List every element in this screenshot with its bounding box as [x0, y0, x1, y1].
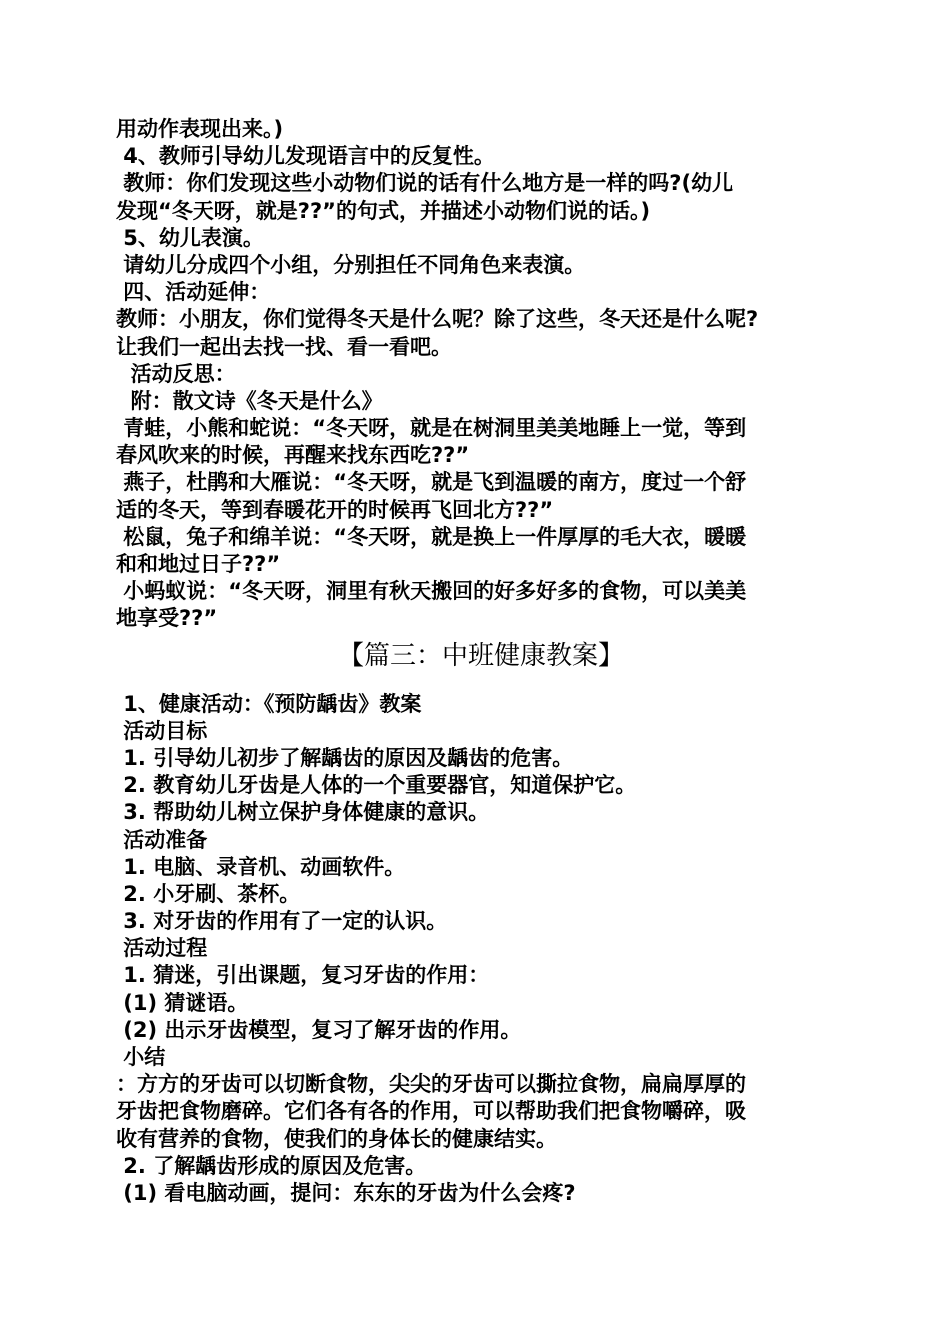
text-line: 请幼儿分成四个小组，分别担任不同角色来表演。: [116, 252, 586, 277]
text-line: 活动过程: [116, 936, 208, 961]
text-line: 教师：你们发现这些小动物们说的话有什么地方是一样的吗?(幼儿: [116, 171, 734, 196]
text-line: 青蛙，小熊和蛇说：“冬天呀，就是在树洞里美美地睡上一觉，等到: [116, 416, 747, 441]
text-line: 2. 了解龋齿形成的原因及危害。: [116, 1153, 427, 1178]
section-heading: 【篇三：中班健康教案】: [337, 640, 624, 671]
text-line: 小结: [116, 1045, 166, 1069]
text-line: 3. 对牙齿的作用有了一定的认识。: [116, 909, 448, 934]
text-line: 用动作表现出来。): [116, 117, 284, 141]
text-line: 5、幼儿表演。: [116, 225, 264, 250]
text-line: ：方方的牙齿可以切断食物，尖尖的牙齿可以撕拉食物，扁扁厚厚的: [116, 1072, 746, 1097]
text-line: 四、活动延伸：: [116, 280, 271, 305]
text-line: 1. 猜迷，引出课题，复习牙齿的作用：: [116, 963, 490, 988]
text-line: 3. 帮助幼儿树立保护身体健康的意识。: [116, 800, 490, 825]
text-line: 牙齿把食物磨碎。它们各有各的作用，可以帮助我们把食物嚼碎，吸: [116, 1099, 746, 1124]
previous-section: [116, 116, 846, 633]
text-line: 燕子，杜鹃和大雁说：“冬天呀，就是飞到温暖的南方，度过一个舒: [116, 470, 747, 495]
text-line: (1) 猜谜语。: [116, 990, 249, 1015]
text-line: 春风吹来的时候，再醒来找东西吃??”: [116, 443, 470, 468]
section-three: [116, 691, 846, 1208]
text-line: (1) 看电脑动画，提问：东东的牙齿为什么会疼?: [116, 1180, 576, 1205]
text-line: 附：散文诗《冬天是什么》: [116, 388, 383, 413]
text-line: 松鼠，兔子和绵羊说：“冬天呀，就是换上一件厚厚的毛大衣，暖暖: [116, 524, 747, 549]
text-line: 4、教师引导幼儿发现语言中的反复性。: [116, 144, 495, 169]
document-page: [116, 116, 846, 1207]
text-line: 2. 教育幼儿牙齿是人体的一个重要器官，知道保护它。: [116, 773, 637, 798]
text-line: 地享受??”: [116, 606, 218, 631]
text-line: 1、健康活动：《预防龋齿》教案: [116, 691, 422, 716]
text-line: 适的冬天，等到春暖花开的时候再飞回北方??”: [116, 497, 554, 522]
text-line: 活动准备: [116, 827, 208, 852]
text-line: 收有营养的食物，使我们的身体长的健康结实。: [116, 1126, 557, 1151]
text-line: 2. 小牙刷、茶杯。: [116, 881, 301, 906]
text-line: 1. 电脑、录音机、动画软件。: [116, 854, 406, 879]
text-line: 小蚂蚁说：“冬天呀，洞里有秋天搬回的好多好多的食物，可以美美: [116, 579, 747, 604]
text-line: 和和地过日子??”: [116, 552, 281, 576]
text-line: 活动目标: [116, 718, 208, 743]
text-line: 1. 引导幼儿初步了解龋齿的原因及龋齿的危害。: [116, 745, 574, 770]
text-line: 活动反思：: [116, 361, 236, 386]
text-line: 发现“冬天呀，就是??”的句式，并描述小动物们说的话。): [116, 198, 651, 223]
text-line: 让我们一起出去找一找、看一看吧。: [116, 334, 452, 359]
text-line: 教师：小朋友，你们觉得冬天是什么呢？除了这些，冬天还是什么呢?: [116, 307, 759, 332]
text-line: (2) 出示牙齿模型，复习了解牙齿的作用。: [116, 1017, 522, 1042]
